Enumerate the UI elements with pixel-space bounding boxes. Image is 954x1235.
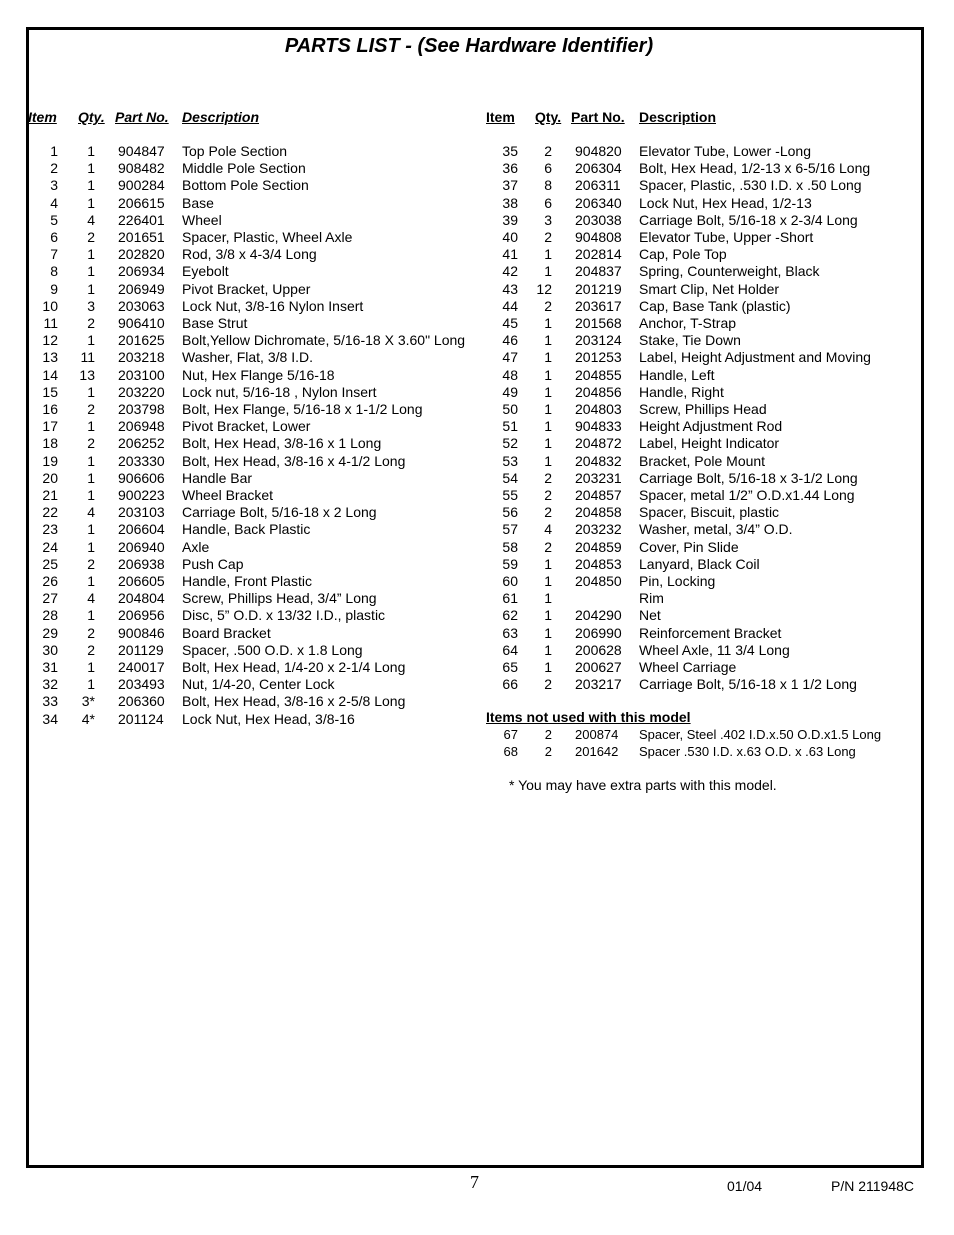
part-number: 900846 bbox=[118, 624, 165, 641]
quantity: 1 bbox=[87, 452, 95, 469]
part-number: 203330 bbox=[118, 452, 165, 469]
part-number: 202814 bbox=[575, 246, 622, 263]
quantity: 1 bbox=[87, 246, 95, 263]
quantity: 1 bbox=[544, 607, 552, 624]
part-number: 203217 bbox=[575, 676, 622, 693]
description: Pin, Locking bbox=[639, 573, 716, 589]
header-desc-left: Description bbox=[182, 109, 260, 125]
quantity: 1 bbox=[544, 263, 552, 280]
description: Stake, Tie Down bbox=[639, 332, 741, 349]
quantity: 1 bbox=[87, 263, 95, 280]
quantity: 2 bbox=[87, 555, 95, 572]
quantity: 2 bbox=[544, 297, 552, 314]
part-number: 201129 bbox=[118, 641, 164, 658]
item-number: 3 bbox=[50, 177, 58, 194]
quantity: 1 bbox=[87, 177, 95, 194]
description: Wheel Carriage bbox=[639, 659, 737, 675]
quantity: 1 bbox=[544, 452, 552, 469]
item-number: 62 bbox=[502, 607, 518, 624]
quantity: 6 bbox=[544, 160, 552, 177]
description: Nut, 1/4-20, Center Lock bbox=[182, 676, 335, 693]
part-number: 226401 bbox=[118, 211, 165, 228]
part-number: 201642 bbox=[575, 744, 619, 760]
item-number: 14 bbox=[42, 366, 58, 383]
item-number: 28 bbox=[42, 607, 58, 624]
quantity: 1 bbox=[544, 435, 552, 452]
item-number: 21 bbox=[42, 487, 58, 503]
item-number: 65 bbox=[502, 659, 518, 675]
part-number: 240017 bbox=[118, 659, 165, 675]
description: Reinforcement Bracket bbox=[639, 624, 782, 641]
item-number: 10 bbox=[42, 297, 58, 314]
quantity: 1 bbox=[87, 383, 95, 400]
description: Bottom Pole Section bbox=[182, 177, 309, 194]
part-number: 206949 bbox=[118, 280, 165, 297]
part-number: 206956 bbox=[118, 607, 165, 624]
description: Spacer, Plastic, .530 I.D. x .50 Long bbox=[639, 177, 862, 194]
quantity: 2 bbox=[544, 676, 552, 693]
item-number: 22 bbox=[42, 504, 58, 521]
quantity: 1 bbox=[87, 469, 95, 486]
item-number: 61 bbox=[502, 590, 518, 607]
item-number: 2 bbox=[50, 160, 58, 177]
description: Screw, Phillips Head bbox=[639, 401, 767, 417]
item-number: 32 bbox=[42, 676, 58, 693]
quantity: 1 bbox=[544, 590, 552, 607]
item-number: 5 bbox=[50, 211, 58, 228]
part-number: 206360 bbox=[118, 693, 165, 710]
quantity: 1 bbox=[544, 315, 552, 331]
quantity: 2 bbox=[544, 744, 552, 760]
quantity: 8 bbox=[544, 177, 552, 194]
quantity: 2 bbox=[544, 469, 552, 486]
item-number: 31 bbox=[42, 659, 58, 675]
quantity: 2 bbox=[87, 229, 95, 245]
description: Bolt, Hex Head, 3/8-16 x 4-1/2 Long bbox=[182, 452, 406, 469]
part-number: 204804 bbox=[118, 590, 165, 607]
part-number: 203798 bbox=[118, 401, 165, 417]
description: Bolt, Hex Head, 3/8-16 x 1 Long bbox=[182, 435, 382, 452]
item-number: 63 bbox=[502, 624, 518, 641]
quantity: 2 bbox=[544, 229, 552, 245]
part-number: 206990 bbox=[575, 624, 622, 641]
part-number: 204832 bbox=[575, 452, 622, 469]
description: Pivot Bracket, Lower bbox=[182, 418, 311, 435]
part-number: 904833 bbox=[575, 418, 622, 435]
part-number: 204856 bbox=[575, 383, 622, 400]
description: Spring, Counterweight, Black bbox=[639, 263, 820, 280]
description: Handle, Right bbox=[639, 383, 724, 400]
part-number: 206615 bbox=[118, 194, 165, 211]
page-title: PARTS LIST - (See Hardware Identifier) bbox=[284, 35, 654, 57]
part-number: 906606 bbox=[118, 469, 165, 486]
description: Lanyard, Black Coil bbox=[639, 555, 760, 572]
part-number: 201124 bbox=[118, 710, 164, 727]
description: Rim bbox=[639, 590, 664, 607]
item-number: 23 bbox=[42, 521, 58, 538]
part-number: 904820 bbox=[575, 143, 622, 159]
header-item-right: Item bbox=[486, 109, 515, 125]
revision-date: 01/04 bbox=[727, 1178, 763, 1194]
item-number: 56 bbox=[502, 504, 518, 521]
description: Washer, Flat, 3/8 I.D. bbox=[182, 349, 313, 366]
description: Handle, Front Plastic bbox=[182, 573, 312, 589]
item-number: 46 bbox=[502, 332, 518, 349]
part-number: 204290 bbox=[575, 607, 622, 624]
quantity: 1 bbox=[87, 573, 95, 589]
item-number: 29 bbox=[42, 624, 58, 641]
item-number: 67 bbox=[503, 727, 518, 742]
description: Spacer, Steel .402 I.D.x.50 O.D.x1.5 Long bbox=[639, 727, 882, 742]
item-number: 36 bbox=[502, 160, 518, 177]
header-qty-right: Qty. bbox=[535, 109, 562, 125]
part-number: 203220 bbox=[118, 383, 165, 400]
description: Spacer, metal 1/2” O.D.x1.44 Long bbox=[639, 487, 855, 503]
part-number: 203493 bbox=[118, 676, 165, 693]
item-number: 12 bbox=[42, 332, 58, 349]
part-number: 201253 bbox=[575, 349, 622, 366]
item-number: 35 bbox=[502, 143, 518, 159]
item-number: 52 bbox=[502, 435, 518, 452]
quantity: 1 bbox=[544, 573, 552, 589]
item-number: 20 bbox=[42, 469, 58, 486]
part-number: 204850 bbox=[575, 573, 622, 589]
item-number: 42 bbox=[502, 263, 518, 280]
part-number: 206938 bbox=[118, 555, 165, 572]
description: Cap, Pole Top bbox=[639, 246, 727, 263]
description: Lock Nut, 3/8-16 Nylon Insert bbox=[182, 297, 364, 314]
item-number: 57 bbox=[502, 521, 518, 538]
description: Eyebolt bbox=[182, 263, 229, 280]
part-number: 200627 bbox=[575, 659, 622, 675]
quantity: 1 bbox=[544, 624, 552, 641]
quantity: 6 bbox=[544, 194, 552, 211]
description: Base bbox=[182, 194, 214, 211]
quantity: 1 bbox=[87, 487, 95, 503]
description: Lock Nut, Hex Head, 1/2-13 bbox=[639, 194, 812, 211]
quantity: 4 bbox=[87, 211, 95, 228]
description: Middle Pole Section bbox=[182, 160, 306, 177]
description: Carriage Bolt, 5/16-18 x 2-3/4 Long bbox=[639, 211, 858, 228]
description: Cover, Pin Slide bbox=[639, 538, 739, 555]
quantity: 2 bbox=[87, 624, 95, 641]
header-part-left: Part No. bbox=[115, 109, 169, 125]
part-number: 201219 bbox=[575, 280, 622, 297]
item-number: 47 bbox=[502, 349, 518, 366]
item-number: 59 bbox=[502, 555, 518, 572]
description: Push Cap bbox=[182, 555, 244, 572]
item-number: 9 bbox=[50, 280, 58, 297]
quantity: 1 bbox=[87, 143, 95, 159]
item-number: 68 bbox=[503, 744, 518, 760]
part-number: 203100 bbox=[118, 366, 165, 383]
part-number: 206605 bbox=[118, 573, 165, 589]
quantity: 1 bbox=[544, 349, 552, 366]
part-number: 203231 bbox=[575, 469, 622, 486]
part-number: 204858 bbox=[575, 504, 622, 521]
quantity: 3* bbox=[81, 693, 95, 710]
part-number: 200874 bbox=[575, 727, 619, 742]
header-qty-left: Qty. bbox=[78, 109, 105, 125]
quantity: 2 bbox=[544, 143, 552, 159]
quantity: 2 bbox=[87, 401, 95, 417]
description: Top Pole Section bbox=[182, 143, 288, 159]
part-number: 200628 bbox=[575, 641, 622, 658]
description: Spacer, Plastic, Wheel Axle bbox=[182, 229, 353, 245]
quantity: 1 bbox=[87, 332, 95, 349]
item-number: 58 bbox=[502, 538, 518, 555]
item-number: 26 bbox=[42, 573, 58, 589]
part-number: 908482 bbox=[118, 160, 165, 177]
extra-parts-note: * You may have extra parts with this model. bbox=[509, 777, 777, 793]
quantity: 1 bbox=[87, 160, 95, 177]
part-number: 203218 bbox=[118, 349, 165, 366]
item-number: 51 bbox=[502, 418, 518, 435]
description: Label, Height Adjustment and Moving bbox=[639, 349, 871, 366]
item-number: 19 bbox=[42, 452, 58, 469]
description: Spacer .530 I.D. x.63 O.D. x .63 Long bbox=[639, 744, 856, 760]
part-number: 906410 bbox=[118, 315, 165, 331]
item-number: 44 bbox=[502, 297, 518, 314]
part-number: 203063 bbox=[118, 297, 165, 314]
description: Smart Clip, Net Holder bbox=[639, 280, 780, 297]
item-number: 13 bbox=[42, 349, 58, 366]
item-number: 53 bbox=[502, 452, 518, 469]
quantity: 3 bbox=[87, 297, 95, 314]
item-number: 37 bbox=[502, 177, 518, 194]
description: Wheel bbox=[182, 211, 222, 228]
quantity: 11 bbox=[80, 349, 95, 366]
item-number: 60 bbox=[502, 573, 518, 589]
item-number: 16 bbox=[42, 401, 58, 417]
quantity: 1 bbox=[87, 418, 95, 435]
header-item-left: Item bbox=[28, 109, 57, 125]
quantity: 4 bbox=[544, 521, 552, 538]
header-desc-right: Description bbox=[639, 109, 717, 125]
quantity: 1 bbox=[544, 332, 552, 349]
part-number: 203038 bbox=[575, 211, 622, 228]
item-number: 34 bbox=[42, 710, 58, 727]
quantity: 1 bbox=[87, 676, 95, 693]
description: Bolt, Hex Head, 1/4-20 x 2-1/4 Long bbox=[182, 659, 406, 675]
item-number: 30 bbox=[42, 641, 58, 658]
item-number: 55 bbox=[502, 487, 518, 503]
quantity: 4 bbox=[87, 504, 95, 521]
part-number: 204872 bbox=[575, 435, 622, 452]
quantity: 1 bbox=[544, 246, 552, 263]
quantity: 13 bbox=[79, 366, 95, 383]
item-number: 64 bbox=[502, 641, 518, 658]
quantity: 1 bbox=[544, 366, 552, 383]
quantity: 2 bbox=[87, 641, 95, 658]
description: Handle Bar bbox=[182, 469, 253, 486]
item-number: 39 bbox=[502, 211, 518, 228]
item-number: 7 bbox=[50, 246, 58, 263]
quantity: 1 bbox=[544, 401, 552, 417]
header-part-right: Part No. bbox=[571, 109, 625, 125]
item-number: 41 bbox=[502, 246, 518, 263]
item-number: 18 bbox=[42, 435, 58, 452]
part-number: 201568 bbox=[575, 315, 622, 331]
description: Base Strut bbox=[182, 315, 248, 331]
quantity: 2 bbox=[87, 435, 95, 452]
part-number: 202820 bbox=[118, 246, 165, 263]
part-number: 204857 bbox=[575, 487, 622, 503]
description: Disc, 5” O.D. x 13/32 I.D., plastic bbox=[182, 607, 386, 624]
description: Wheel Axle, 11 3/4 Long bbox=[639, 641, 790, 658]
part-number: 203232 bbox=[575, 521, 622, 538]
quantity: 1 bbox=[544, 659, 552, 675]
description: Bracket, Pole Mount bbox=[639, 452, 766, 469]
description: Bolt,Yellow Dichromate, 5/16-18 X 3.60" Long bbox=[182, 332, 466, 349]
description: Bolt, Hex Head, 1/2-13 x 6-5/16 Long bbox=[639, 160, 871, 177]
quantity: 1 bbox=[544, 555, 552, 572]
part-number: 206604 bbox=[118, 521, 165, 538]
part-number: 204859 bbox=[575, 538, 622, 555]
quantity: 2 bbox=[544, 504, 552, 521]
item-number: 1 bbox=[50, 143, 58, 159]
description: Wheel Bracket bbox=[182, 487, 274, 503]
quantity: 12 bbox=[536, 280, 552, 297]
description: Lock nut, 5/16-18 , Nylon Insert bbox=[182, 383, 377, 400]
description: Screw, Phillips Head, 3/4” Long bbox=[182, 590, 377, 607]
item-number: 45 bbox=[502, 315, 518, 331]
item-number: 27 bbox=[42, 590, 58, 607]
description: Carriage Bolt, 5/16-18 x 1 1/2 Long bbox=[639, 676, 857, 693]
description: Spacer, .500 O.D. x 1.8 Long bbox=[182, 641, 363, 658]
part-number: 204803 bbox=[575, 401, 622, 417]
part-number-footer: P/N 211948C bbox=[831, 1178, 915, 1194]
part-number: 206940 bbox=[118, 538, 165, 555]
item-number: 40 bbox=[502, 229, 518, 245]
part-number: 201625 bbox=[118, 332, 165, 349]
quantity: 2 bbox=[544, 727, 552, 742]
part-number: 206304 bbox=[575, 160, 622, 177]
part-number: 203103 bbox=[118, 504, 165, 521]
item-number: 15 bbox=[42, 383, 58, 400]
description: Washer, metal, 3/4” O.D. bbox=[639, 521, 793, 538]
description: Elevator Tube, Lower -Long bbox=[639, 143, 811, 159]
part-number: 204853 bbox=[575, 555, 622, 572]
quantity: 3 bbox=[544, 211, 552, 228]
description: Carriage Bolt, 5/16-18 x 2 Long bbox=[182, 504, 377, 521]
part-number: 900223 bbox=[118, 487, 165, 503]
part-number: 203617 bbox=[575, 297, 622, 314]
quantity: 1 bbox=[544, 418, 552, 435]
quantity: 1 bbox=[87, 521, 95, 538]
part-number: 201651 bbox=[118, 229, 165, 245]
part-number: 206311 bbox=[575, 177, 621, 194]
description: Elevator Tube, Upper -Short bbox=[639, 229, 814, 245]
item-number: 33 bbox=[42, 693, 58, 710]
quantity: 4 bbox=[87, 590, 95, 607]
item-number: 4 bbox=[50, 194, 58, 211]
item-number: 49 bbox=[502, 383, 518, 400]
description: Carriage Bolt, 5/16-18 x 3-1/2 Long bbox=[639, 469, 858, 486]
part-number: 904808 bbox=[575, 229, 622, 245]
description: Bolt, Hex Head, 3/8-16 x 2-5/8 Long bbox=[182, 693, 406, 710]
item-number: 50 bbox=[502, 401, 518, 417]
item-number: 43 bbox=[502, 280, 518, 297]
item-number: 17 bbox=[42, 418, 58, 435]
part-number: 206340 bbox=[575, 194, 622, 211]
part-number: 203124 bbox=[575, 332, 622, 349]
item-number: 66 bbox=[502, 676, 518, 693]
item-number: 11 bbox=[43, 315, 58, 331]
quantity: 1 bbox=[87, 607, 95, 624]
item-number: 38 bbox=[502, 194, 518, 211]
quantity: 1 bbox=[87, 280, 95, 297]
quantity: 2 bbox=[544, 538, 552, 555]
item-number: 6 bbox=[50, 229, 58, 245]
description: Bolt, Hex Flange, 5/16-18 x 1-1/2 Long bbox=[182, 401, 423, 417]
description: Nut, Hex Flange 5/16-18 bbox=[182, 366, 335, 383]
part-number: 206948 bbox=[118, 418, 165, 435]
description: Handle, Left bbox=[639, 366, 715, 383]
description: Height Adjustment Rod bbox=[639, 418, 783, 435]
part-number: 204855 bbox=[575, 366, 622, 383]
quantity: 1 bbox=[87, 538, 95, 555]
part-number: 206934 bbox=[118, 263, 165, 280]
description: Cap, Base Tank (plastic) bbox=[639, 297, 791, 314]
part-number: 900284 bbox=[118, 177, 165, 194]
not-used-header: Items not used with this model bbox=[486, 709, 691, 725]
item-number: 25 bbox=[42, 555, 58, 572]
quantity: 4* bbox=[81, 710, 95, 727]
quantity: 1 bbox=[544, 641, 552, 658]
description: Label, Height Indicator bbox=[639, 435, 780, 452]
description: Pivot Bracket, Upper bbox=[182, 280, 311, 297]
description: Anchor, T-Strap bbox=[639, 315, 737, 331]
description: Handle, Back Plastic bbox=[182, 521, 311, 538]
item-number: 24 bbox=[42, 538, 58, 555]
part-number: 206252 bbox=[118, 435, 165, 452]
description: Lock Nut, Hex Head, 3/8-16 bbox=[182, 710, 355, 727]
description: Board Bracket bbox=[182, 624, 271, 641]
description: Axle bbox=[182, 538, 210, 555]
quantity: 1 bbox=[544, 383, 552, 400]
item-number: 54 bbox=[502, 469, 518, 486]
page-number: 7 bbox=[470, 1172, 479, 1192]
quantity: 1 bbox=[87, 659, 95, 675]
quantity: 1 bbox=[87, 194, 95, 211]
item-number: 48 bbox=[502, 366, 518, 383]
quantity: 2 bbox=[544, 487, 552, 503]
item-number: 8 bbox=[50, 263, 58, 280]
description: Rod, 3/8 x 4-3/4 Long bbox=[182, 246, 317, 263]
description: Net bbox=[639, 607, 661, 624]
quantity: 2 bbox=[87, 315, 95, 331]
description: Spacer, Biscuit, plastic bbox=[639, 504, 780, 521]
part-number: 204837 bbox=[575, 263, 622, 280]
part-number: 904847 bbox=[118, 143, 165, 159]
